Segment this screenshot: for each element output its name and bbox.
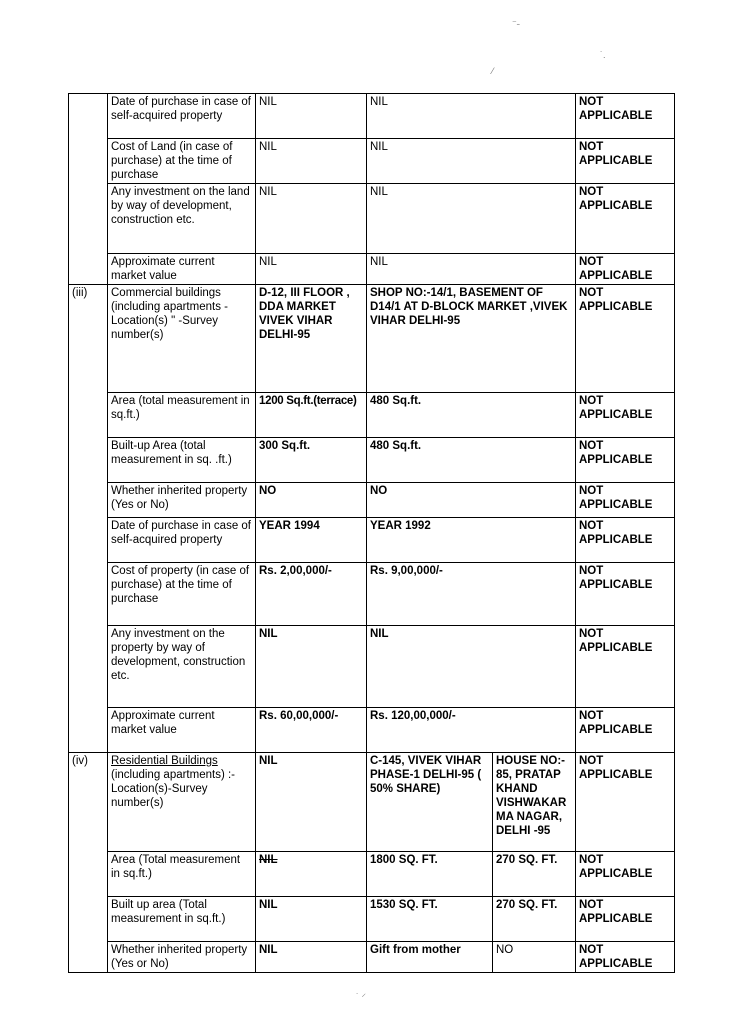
row-description: Built up area (Total measurement in sq.ft.) [108,897,256,942]
row-description: Commercial buildings (including apartments -Location(s) " -Survey number(s) [108,285,256,393]
value-cell: NIL [256,139,367,184]
section-number [69,897,108,942]
assets-table [68,93,675,973]
section-number [69,852,108,897]
not-applicable-cell: NOT APPLICABLE [576,897,675,942]
row-description: Date of purchase in case of self-acquired property [108,518,256,563]
scan-mark: ˙ ⸍ [356,992,366,1002]
section-number [69,626,108,708]
not-applicable-cell: NOT APPLICABLE [576,483,675,518]
value-cell: NIL [256,184,367,254]
value-cell: Rs. 60,00,000/- [256,708,367,753]
scan-mark: ⁄ [492,66,494,76]
row-description: Approximate current market value [108,708,256,753]
value-cell: 480 Sq.ft. [367,438,576,483]
value-cell: NIL [256,94,367,139]
row-description: Cost of Land (in case of purchase) at the time of purchase [108,139,256,184]
value-cell: YEAR 1992 [367,518,576,563]
value-cell: Rs. 120,00,000/- [367,708,576,753]
section-number [69,139,108,184]
table-row [69,708,675,753]
value-cell: NIL [256,753,367,852]
value-cell: D-12, III FLOOR , DDA MARKET VIVEK VIHAR DELHI-95 [256,285,367,393]
value-cell: NIL [367,139,576,184]
not-applicable-cell: NOT APPLICABLE [576,139,675,184]
row-description: Area (total measurement in sq.ft.) [108,393,256,438]
not-applicable-cell: NOT APPLICABLE [576,285,675,393]
not-applicable-cell: NOT APPLICABLE [576,393,675,438]
table-row [69,563,675,626]
row-description: Cost of property (in case of purchase) at the time of purchase [108,563,256,626]
not-applicable-cell: NOT APPLICABLE [576,254,675,285]
scan-mark: ˙. [600,50,606,60]
not-applicable-cell: NOT APPLICABLE [576,438,675,483]
value-cell: NIL [367,184,576,254]
section-number [69,94,108,139]
value-cell: NO [493,942,576,973]
value-cell: NIL [367,254,576,285]
value-cell: HOUSE NO:- 85, PRATAP KHAND VISHWAKAR MA NAGAR, DELHI -95 [493,753,576,852]
section-number: (iii) [69,285,108,393]
not-applicable-cell: NOT APPLICABLE [576,753,675,852]
section-number [69,708,108,753]
table-row [69,94,675,139]
table-row [69,518,675,563]
section-number [69,942,108,973]
value-cell: SHOP NO:-14/1, BASEMENT OF D14/1 AT D-BLOCK MARKET ,VIVEK VIHAR DELHI-95 [367,285,576,393]
value-cell: 1800 SQ. FT. [367,852,493,897]
value-cell: NIL [256,942,367,973]
scan-mark: ⁻˗ [512,18,520,28]
row-description: Built-up Area (total measurement in sq. .ft.) [108,438,256,483]
value-cell: 300 Sq.ft. [256,438,367,483]
not-applicable-cell: NOT APPLICABLE [576,563,675,626]
section-number [69,438,108,483]
section-number [69,563,108,626]
not-applicable-cell: NOT APPLICABLE [576,708,675,753]
row-description: Whether inherited property (Yes or No) [108,483,256,518]
value-cell: Rs. 9,00,000/- [367,563,576,626]
section-number [69,254,108,285]
value-cell: 270 SQ. FT. [493,897,576,942]
row-description: Any investment on the land by way of development, construction etc. [108,184,256,254]
not-applicable-cell: NOT APPLICABLE [576,942,675,973]
table-row [69,483,675,518]
value-cell: NIL [367,626,576,708]
not-applicable-cell: NOT APPLICABLE [576,852,675,897]
value-cell: 1200 Sq.ft.(terrace) [256,393,367,438]
value-cell: NO [367,483,576,518]
value-cell: 270 SQ. FT. [493,852,576,897]
section-number: (iv) [69,753,108,852]
table-row [69,852,675,897]
value-cell: 1530 SQ. FT. [367,897,493,942]
table-row [69,626,675,708]
residential-buildings-heading: Residential Buildings [111,755,218,767]
value-cell: YEAR 1994 [256,518,367,563]
not-applicable-cell: NOT APPLICABLE [576,626,675,708]
value-cell: Rs. 2,00,000/- [256,563,367,626]
value-cell: NIL [256,626,367,708]
not-applicable-cell: NOT APPLICABLE [576,184,675,254]
row-description: Date of purchase in case of self-acquired property [108,94,256,139]
table-row [69,897,675,942]
section-number [69,184,108,254]
value-cell: NO [256,483,367,518]
section-number [69,393,108,438]
table-row [69,438,675,483]
row-description [108,753,256,852]
section-number [69,483,108,518]
table-row [69,285,675,393]
value-cell: C-145, VIVEK VIHAR PHASE-1 DELHI-95 ( 50% SHARE) [367,753,493,852]
value-cell: NIL [256,254,367,285]
table-row [69,254,675,285]
table-row [69,184,675,254]
row-description: Any investment on the property by way of development, construction etc. [108,626,256,708]
not-applicable-cell: NOT APPLICABLE [576,94,675,139]
table-row [69,393,675,438]
value-cell: Gift from mother [367,942,493,973]
row-description-text: (including apartments) :- Location(s)-Survey number(s) [111,769,235,809]
row-description: Whether inherited property (Yes or No) [108,942,256,973]
value-cell: NIL [256,897,367,942]
value-cell: 480 Sq.ft. [367,393,576,438]
not-applicable-cell: NOT APPLICABLE [576,518,675,563]
value-cell: NIL [367,94,576,139]
table-row [69,942,675,973]
value-cell: NIL [256,852,367,897]
table-row [69,753,675,852]
table-row [69,139,675,184]
row-description: Area (Total measurement in sq.ft.) [108,852,256,897]
row-description: Approximate current market value [108,254,256,285]
section-number [69,518,108,563]
